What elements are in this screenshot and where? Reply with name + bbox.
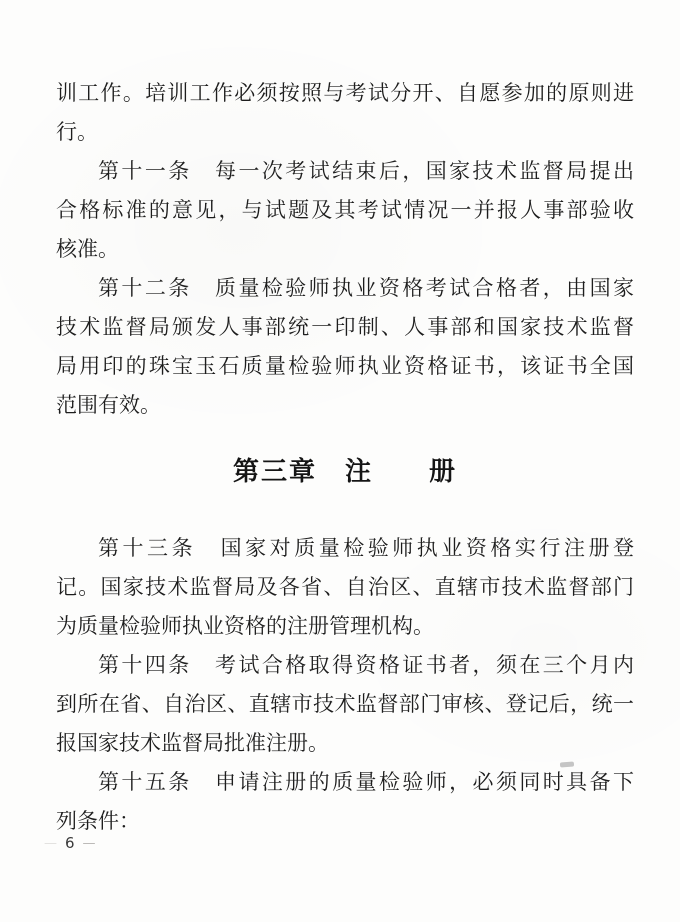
text-line: 行。 [56, 120, 98, 144]
page-number-dash-left: — [44, 836, 59, 851]
text-line: 局用印的珠宝玉石质量检验师执业资格证书，该证书全国 [56, 354, 634, 378]
text-line: 第十一条 每一次考试结束后，国家技术监督局提出 [98, 159, 634, 183]
text-line: 第十四条 考试合格取得资格证书者，须在三个月内 [98, 653, 634, 677]
document-body [56, 74, 634, 841]
text-line: 报国家技术监督局批准注册。 [56, 731, 329, 755]
text-line: 为质量检验师执业资格的注册管理机构。 [56, 614, 434, 638]
text-line: 列条件： [56, 809, 140, 833]
page-number [44, 833, 98, 854]
text-line: 第十二条 质量检验师执业资格考试合格者，由国家 [98, 276, 634, 300]
article-13 [56, 529, 634, 646]
page-number-dash-right: — [82, 836, 98, 851]
article-15 [56, 763, 634, 841]
text-line: 范围有效。 [56, 393, 161, 417]
chapter-3-heading: 第三章 注 册 [232, 456, 457, 486]
article-14 [56, 646, 634, 763]
text-line: 第十三条 国家对质量检验师执业资格实行注册登 [98, 536, 634, 560]
text-line: 核准。 [56, 237, 119, 261]
scan-speckle [560, 762, 574, 768]
text-line: 合格标准的意见，与试题及其考试情况一并报人事部验收 [56, 198, 634, 222]
article-12 [56, 269, 634, 425]
continued-paragraph [56, 74, 634, 152]
page-number-value: 6 [65, 834, 77, 852]
text-line: 到所在省、自治区、直辖市技术监督部门审核、登记后，统一 [56, 692, 634, 716]
text-line: 记。国家技术监督局及各省、自治区、直辖市技术监督部门 [56, 575, 634, 599]
text-line: 训工作。培训工作必须按照与考试分开、自愿参加的原则进 [56, 81, 634, 105]
article-11 [56, 152, 634, 269]
text-line: 技术监督局颁发人事部统一印制、人事部和国家技术监督 [56, 315, 634, 339]
text-line: 第十五条 申请注册的质量检验师，必须同时具备下 [98, 770, 634, 794]
